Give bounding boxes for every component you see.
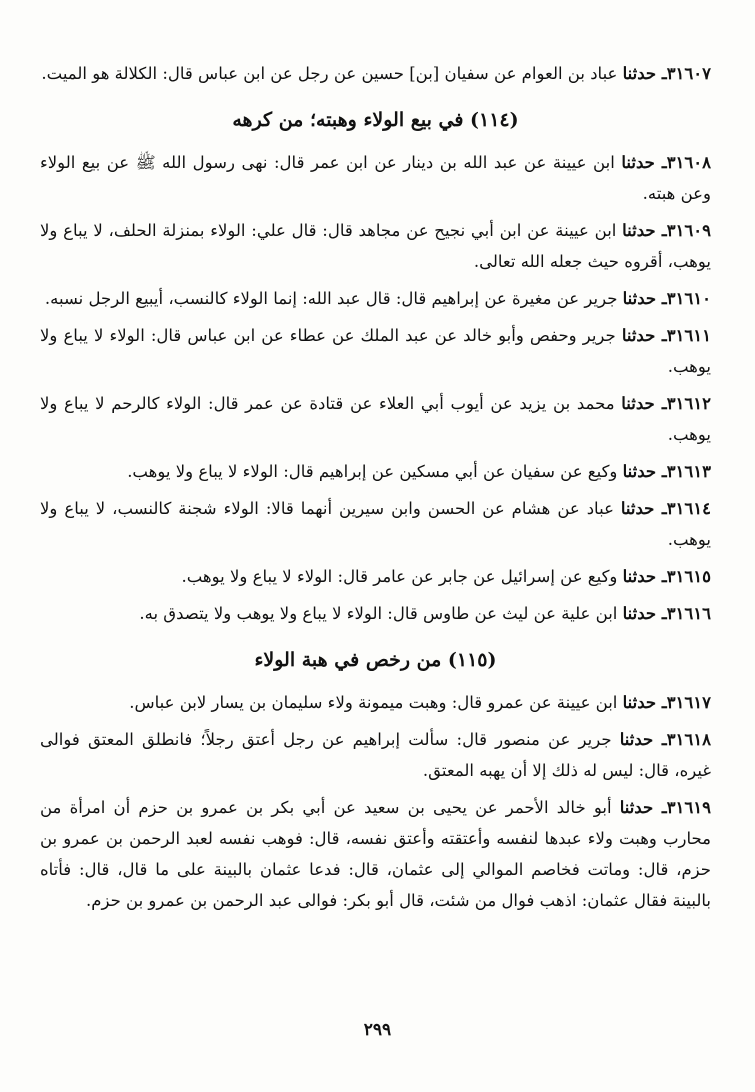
hadith-number: ٣١٦١٤ — [666, 499, 711, 518]
hadith-paragraph — [40, 388, 711, 450]
hadith-number: ٣١٦١٦ — [666, 604, 711, 623]
section-heading: (١١٤) في بيع الولاء وهبته؛ من كرهه — [232, 109, 519, 131]
hadith-paragraph — [40, 598, 711, 629]
hadith-paragraph — [40, 493, 711, 555]
hadith-number: ٣١٦١٩ — [666, 798, 711, 817]
hadith-number: ٣١٦١٨ — [666, 730, 711, 749]
hadith-number: ٣١٦١٢ — [666, 394, 711, 413]
hadith-text: جرير وحفص وأبو خالد عن عبد الملك عن عطاء عن ابن عباس قال: الولاء لا يباع ولا يوهب. — [40, 326, 711, 376]
hadith-lead: ـ حدثنا — [621, 394, 667, 413]
section-115 — [40, 645, 711, 916]
hadith-paragraph — [40, 724, 711, 786]
hadith-number: ٣١٦١٥ — [666, 567, 711, 586]
hadith-text: جرير عن مغيرة عن إبراهيم قال: قال عبد الله: إنما الولاء كالنسب، أيبيع الرجل نسبه. — [44, 289, 623, 308]
hadith-lead: ـ حدثنا — [622, 64, 667, 83]
hadith-text: ابن عيينة عن عمرو قال: وهبت ميمونة ولاء سليمان بن يسار لابن عباس. — [129, 693, 623, 712]
hadith-text: جرير عن منصور قال: سألت إبراهيم عن رجل أعتق رجلاً؛ فانطلق المعتق فوالى غيره، قال: ليس له ذلك إلا أن يهبه المعتق. — [40, 730, 711, 780]
hadith-lead: ـ حدثنا — [620, 499, 667, 518]
hadith-text: ابن علية عن ليث عن طاوس قال: الولاء لا يباع ولا يوهب ولا يتصدق به. — [139, 604, 623, 623]
hadith-number: ٣١٦٠٨ — [666, 153, 711, 172]
top-paragraphs — [40, 58, 711, 89]
hadith-paragraph — [40, 687, 711, 718]
hadith-number: ٣١٦١٠ — [666, 289, 711, 308]
hadith-lead: ـ حدثنا — [622, 604, 667, 623]
hadith-lead: ـ حدثنا — [622, 221, 667, 240]
hadith-paragraph — [40, 320, 711, 382]
section-heading: (١١٥) من رخص في هبة الولاء — [254, 649, 497, 671]
hadith-paragraph — [40, 456, 711, 487]
hadith-text: أبو خالد الأحمر عن يحيى بن سعيد عن أبي بكر بن عمرو بن حزم أن امرأة من محارب وهبت ولاء عبدها لنفسه وأعتقته وأعتق نفسه، قال: فوهب نفسه لعبد الرحمن بن عمرو بن حزم، قال: وماتت فخاصم الموالي إلى عثمان، قال: فدعا عثمان بالبينة على ما قال، قال: فأتاه بالبينة فقال عثمان: اذهب فوال من شئت، قال أبو بكر: فوالى عبد الرحمن بن عمرو بن حزم. — [40, 798, 711, 910]
hadith-lead: ـ حدثنا — [622, 567, 667, 586]
hadith-number: ٣١٦١٣ — [666, 462, 711, 481]
hadith-lead: ـ حدثنا — [621, 326, 667, 345]
hadith-lead: ـ حدثنا — [621, 153, 667, 172]
hadith-number: ٣١٦١١ — [666, 326, 711, 345]
hadith-lead: ـ حدثنا — [619, 798, 667, 817]
hadith-text: ابن عيينة عن عبد الله بن دينار عن ابن عمر قال: نهى رسول الله ﷺ عن بيع الولاء وعن هبته. — [40, 153, 711, 203]
hadith-text: محمد بن يزيد عن أيوب أبي العلاء عن قتادة عن عمر قال: الولاء كالرحم لا يباع ولا يوهب. — [40, 394, 711, 444]
section-114 — [40, 105, 711, 629]
hadith-number: ٣١٦٠٧ — [666, 64, 711, 83]
hadith-paragraph — [40, 147, 711, 209]
hadith-paragraph — [40, 561, 711, 592]
hadith-paragraph — [40, 58, 711, 89]
hadith-lead: ـ حدثنا — [622, 693, 667, 712]
hadith-text: وكيع عن سفيان عن أبي مسكين عن إبراهيم قال: الولاء لا يباع ولا يوهب. — [127, 462, 623, 481]
hadith-text: عباد عن هشام عن الحسن وابن سيرين أنهما قالا: الولاء شجنة كالنسب، لا يباع ولا يوهب. — [40, 499, 711, 549]
hadith-paragraph — [40, 215, 711, 277]
hadith-number: ٣١٦٠٩ — [666, 221, 711, 240]
hadith-paragraph — [40, 792, 711, 916]
hadith-text: عباد بن العوام عن سفيان [بن] حسين عن رجل عن ابن عباس قال: الكلالة هو الميت. — [41, 64, 623, 83]
hadith-lead: ـ حدثنا — [622, 289, 667, 308]
page-number: ٢٩٩ — [363, 1020, 392, 1040]
hadith-number: ٣١٦١٧ — [666, 693, 711, 712]
hadith-text: وكيع عن إسرائيل عن جابر عن عامر قال: الولاء لا يباع ولا يوهب. — [181, 567, 623, 586]
hadith-text: ابن عيينة عن ابن أبي نجيح عن مجاهد قال: قال علي: الولاء بمنزلة الحلف، لا يباع ولا يوهب، أقروه حيث جعله الله تعالى. — [40, 221, 711, 271]
hadith-paragraph — [40, 283, 711, 314]
hadith-lead: ـ حدثنا — [622, 462, 667, 481]
hadith-lead: ـ حدثنا — [619, 730, 667, 749]
